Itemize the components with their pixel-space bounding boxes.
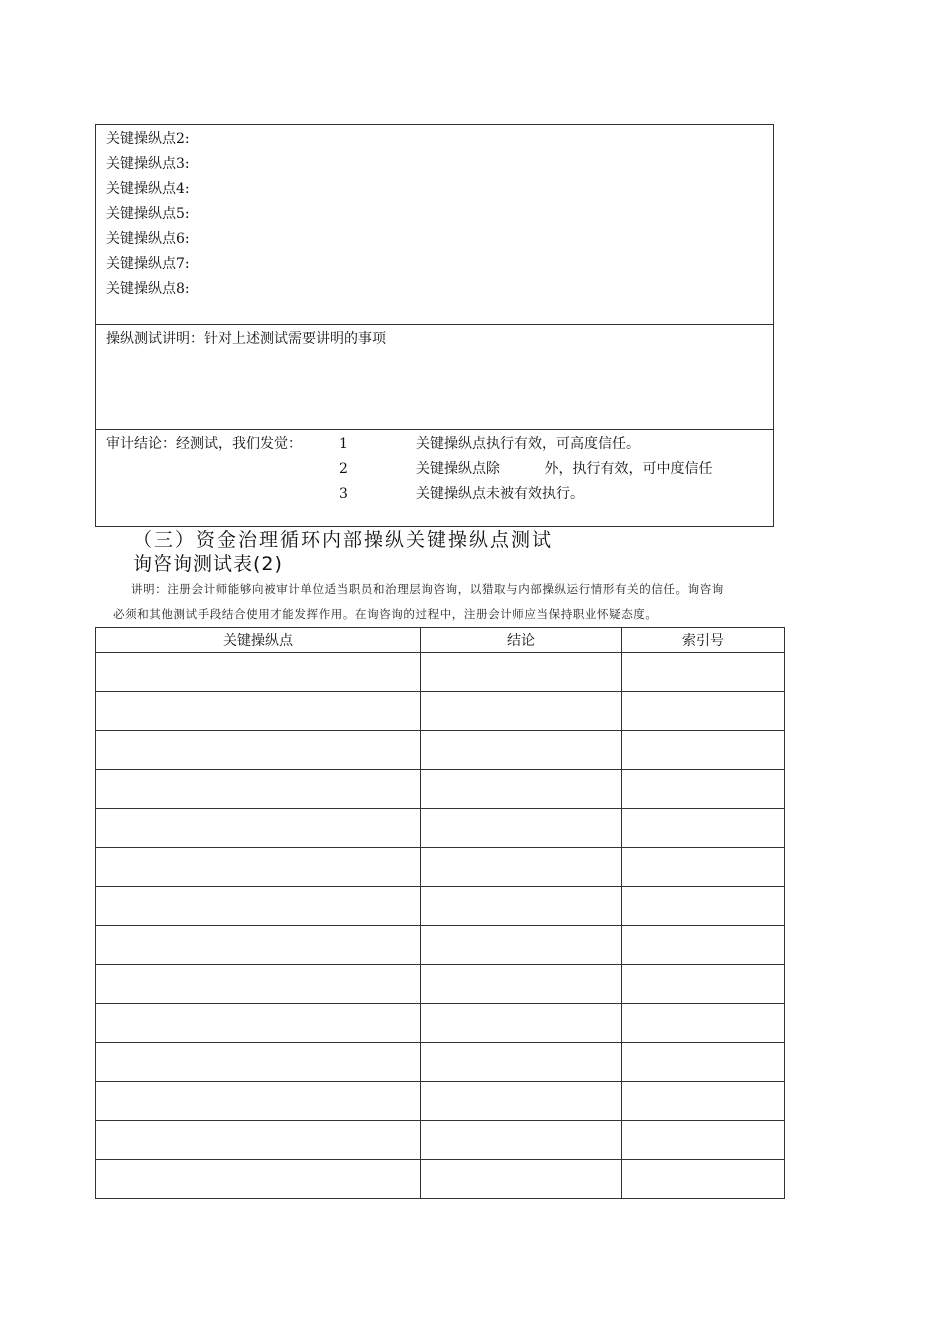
key-control-points bbox=[96, 125, 773, 325]
header-index-number: 索引号 bbox=[622, 628, 785, 653]
table-row bbox=[96, 770, 785, 809]
cell-index-number[interactable] bbox=[622, 1121, 785, 1160]
cell-key-control-point[interactable] bbox=[96, 692, 421, 731]
conclusion-num-2: 2 bbox=[339, 461, 348, 477]
cell-conclusion[interactable] bbox=[421, 692, 622, 731]
table-row bbox=[96, 926, 785, 965]
table-row bbox=[96, 1043, 785, 1082]
cell-key-control-point[interactable] bbox=[96, 1004, 421, 1043]
cell-key-control-point[interactable] bbox=[96, 1082, 421, 1121]
cell-key-control-point[interactable] bbox=[96, 653, 421, 692]
cell-index-number[interactable] bbox=[622, 692, 785, 731]
cell-conclusion[interactable] bbox=[421, 653, 622, 692]
cell-conclusion[interactable] bbox=[421, 848, 622, 887]
cell-index-number[interactable] bbox=[622, 965, 785, 1004]
key-point-8: 关键操纵点8: bbox=[106, 281, 190, 297]
cell-key-control-point[interactable] bbox=[96, 926, 421, 965]
key-point-7: 关键操纵点7: bbox=[106, 256, 190, 272]
cell-key-control-point[interactable] bbox=[96, 965, 421, 1004]
note-line-1: 讲明：注册会计师能够向被审计单位适当职员和治理层询咨询，以猎取与内部操纵运行情形有关的信任。询咨询 bbox=[131, 582, 724, 596]
conclusion-text-3: 关键操纵点未被有效执行。 bbox=[416, 486, 584, 502]
cell-key-control-point[interactable] bbox=[96, 770, 421, 809]
cell-key-control-point[interactable] bbox=[96, 731, 421, 770]
key-point-2: 关键操纵点2: bbox=[106, 131, 190, 147]
key-point-4: 关键操纵点4: bbox=[106, 181, 190, 197]
cell-key-control-point[interactable] bbox=[96, 809, 421, 848]
key-point-3: 关键操纵点3: bbox=[106, 156, 190, 172]
key-point-6: 关键操纵点6: bbox=[106, 231, 190, 247]
table-row bbox=[96, 1004, 785, 1043]
conclusion-label: 审计结论：经测试，我们发觉： bbox=[106, 436, 302, 452]
header-key-control-point: 关键操纵点 bbox=[96, 628, 421, 653]
cell-index-number[interactable] bbox=[622, 1082, 785, 1121]
conclusion-num-1: 1 bbox=[339, 436, 348, 452]
table-row bbox=[96, 887, 785, 926]
table-row bbox=[96, 653, 785, 692]
audit-conclusion bbox=[96, 430, 773, 527]
control-test-box bbox=[95, 124, 774, 527]
table-row bbox=[96, 809, 785, 848]
key-point-5: 关键操纵点5: bbox=[106, 206, 190, 222]
cell-index-number[interactable] bbox=[622, 848, 785, 887]
cell-conclusion[interactable] bbox=[421, 731, 622, 770]
cell-conclusion[interactable] bbox=[421, 770, 622, 809]
table-row bbox=[96, 848, 785, 887]
cell-conclusion[interactable] bbox=[421, 887, 622, 926]
section-heading: （三）资金治理循环内部操纵关键操纵点测试 bbox=[133, 529, 554, 551]
table-row bbox=[96, 965, 785, 1004]
cell-conclusion[interactable] bbox=[421, 809, 622, 848]
cell-key-control-point[interactable] bbox=[96, 848, 421, 887]
table-body bbox=[96, 653, 785, 1199]
cell-key-control-point[interactable] bbox=[96, 1160, 421, 1199]
cell-index-number[interactable] bbox=[622, 1004, 785, 1043]
cell-index-number[interactable] bbox=[622, 1043, 785, 1082]
cell-conclusion[interactable] bbox=[421, 1082, 622, 1121]
cell-index-number[interactable] bbox=[622, 926, 785, 965]
test-explanation bbox=[96, 325, 773, 430]
conclusion-text-1: 关键操纵点执行有效，可高度信任。 bbox=[416, 436, 640, 452]
note-line-2: 必须和其他测试手段结合使用才能发挥作用。在询咨询的过程中，注册会计师应当保持职业怀疑态度。 bbox=[113, 607, 658, 621]
cell-index-number[interactable] bbox=[622, 887, 785, 926]
cell-key-control-point[interactable] bbox=[96, 887, 421, 926]
table-row bbox=[96, 1160, 785, 1199]
cell-key-control-point[interactable] bbox=[96, 1043, 421, 1082]
cell-index-number[interactable] bbox=[622, 809, 785, 848]
conclusion-num-3: 3 bbox=[339, 486, 348, 502]
cell-conclusion[interactable] bbox=[421, 965, 622, 1004]
inquiry-test-table bbox=[95, 627, 785, 1199]
cell-conclusion[interactable] bbox=[421, 1043, 622, 1082]
test-explanation-text: 操纵测试讲明：针对上述测试需要讲明的事项 bbox=[106, 331, 386, 347]
table-row bbox=[96, 731, 785, 770]
cell-conclusion[interactable] bbox=[421, 1121, 622, 1160]
cell-index-number[interactable] bbox=[622, 731, 785, 770]
cell-index-number[interactable] bbox=[622, 1160, 785, 1199]
table-row bbox=[96, 1082, 785, 1121]
cell-conclusion[interactable] bbox=[421, 1160, 622, 1199]
cell-conclusion[interactable] bbox=[421, 926, 622, 965]
header-conclusion: 结论 bbox=[421, 628, 622, 653]
cell-index-number[interactable] bbox=[622, 653, 785, 692]
cell-conclusion[interactable] bbox=[421, 1004, 622, 1043]
cell-index-number[interactable] bbox=[622, 770, 785, 809]
cell-key-control-point[interactable] bbox=[96, 1121, 421, 1160]
conclusion-text-2: 关键操纵点除 外，执行有效，可中度信任 bbox=[416, 461, 713, 477]
table-header-row bbox=[96, 628, 785, 653]
table-row bbox=[96, 1121, 785, 1160]
section-subheading: 询咨询测试表(2) bbox=[133, 553, 283, 575]
table-row bbox=[96, 692, 785, 731]
